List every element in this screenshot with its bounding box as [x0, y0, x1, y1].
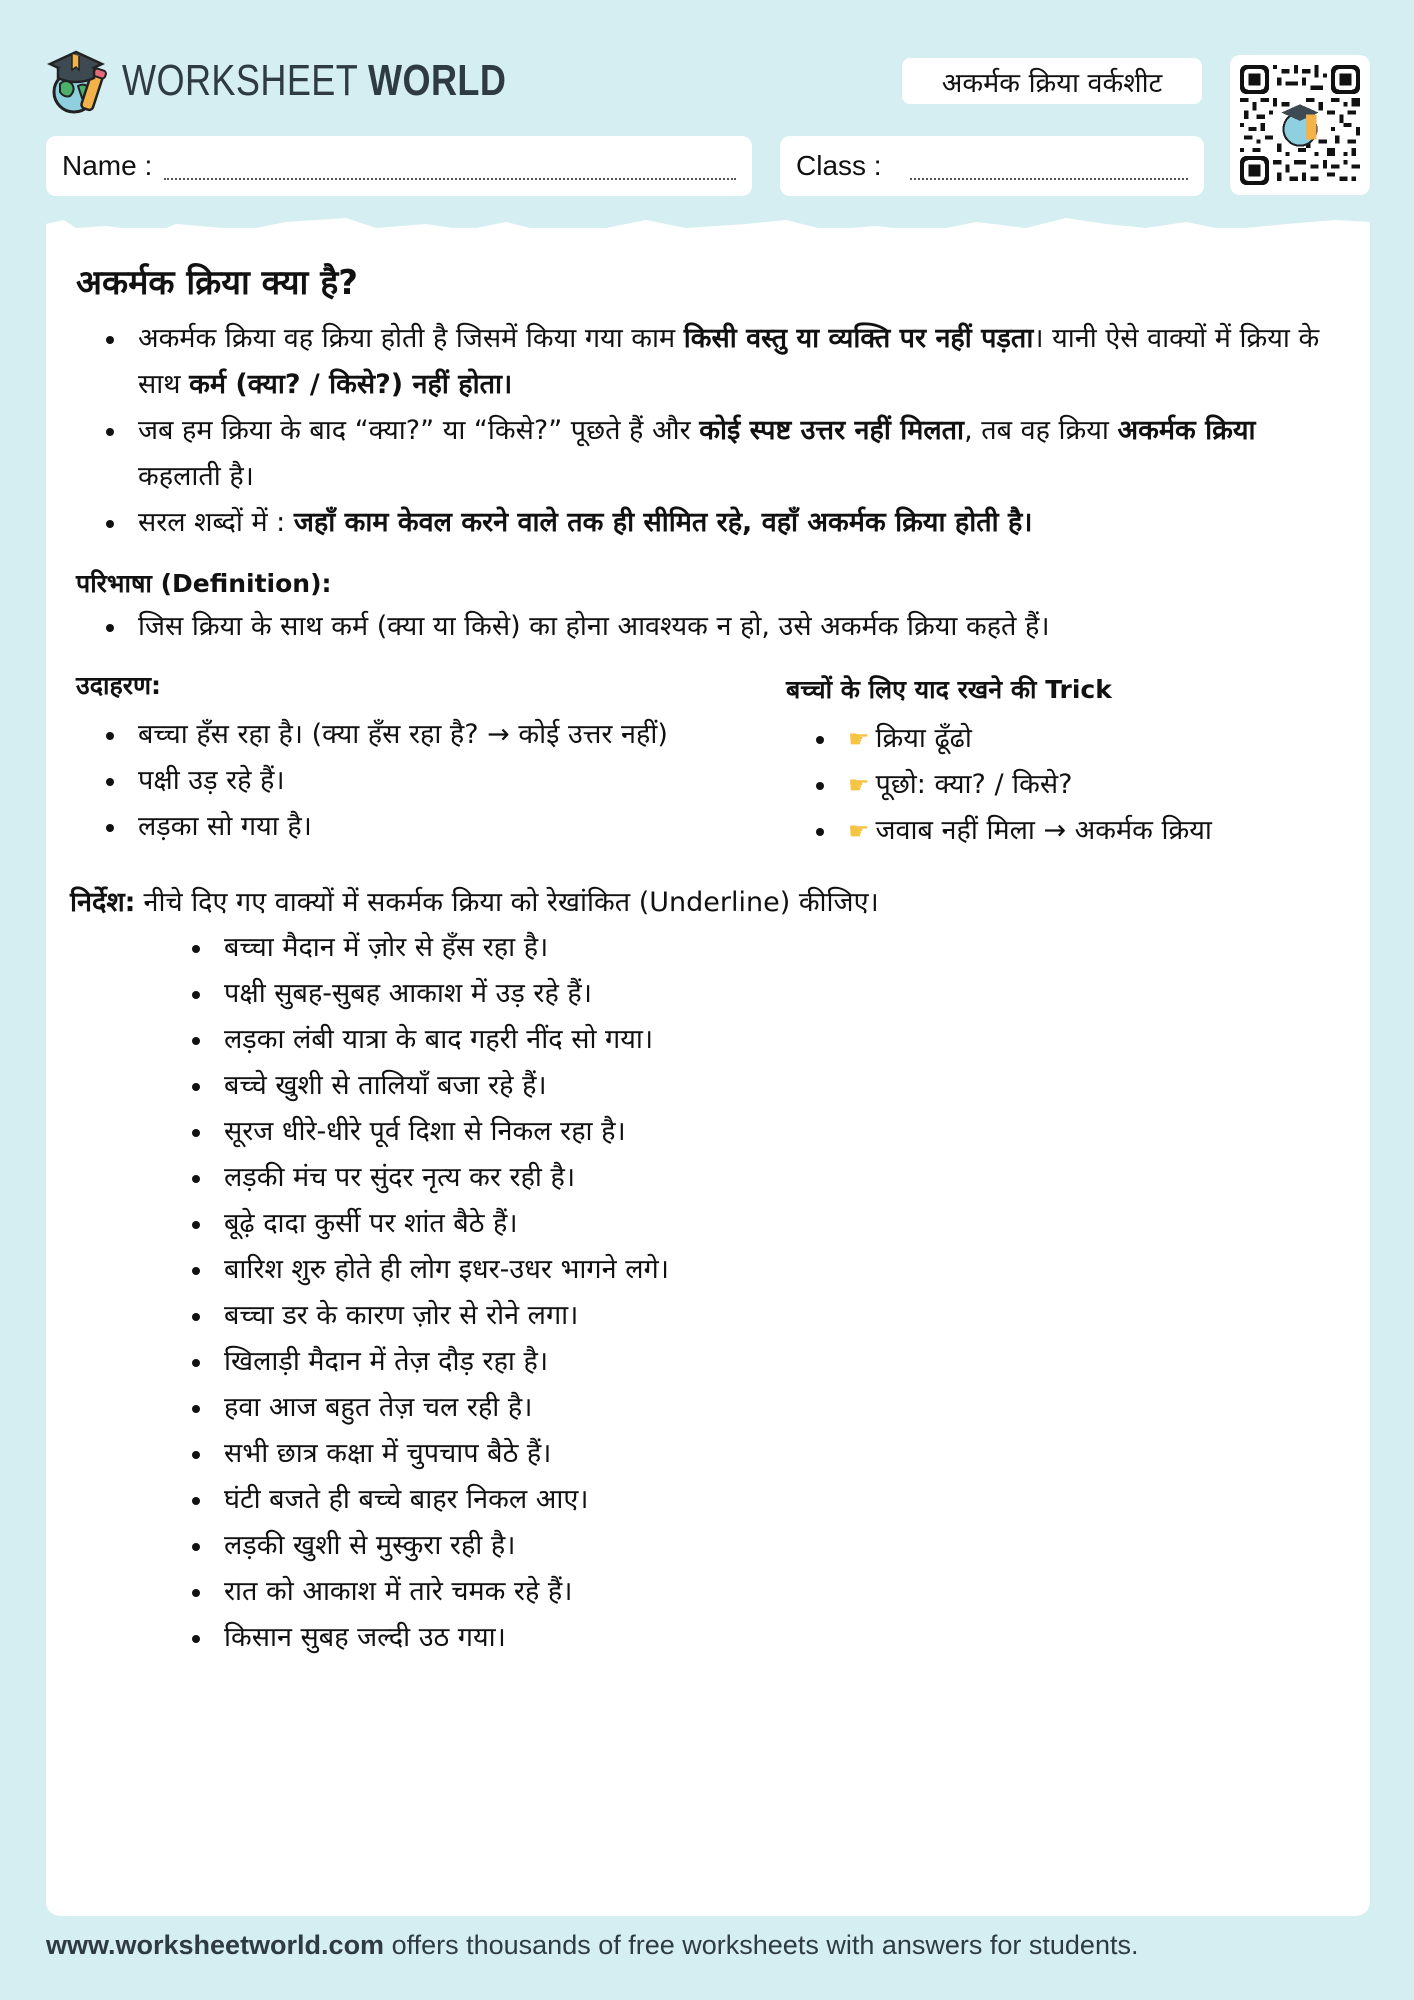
exercise-sentence[interactable]: बारिश शुरु होते ही लोग इधर-उधर भागने लगे। [162, 1247, 1340, 1293]
footer-site-link[interactable]: www.worksheetworld.com [46, 1930, 385, 1960]
class-field[interactable] [780, 136, 1204, 196]
trick-item [786, 808, 1340, 854]
name-input-line[interactable] [164, 178, 736, 180]
examples-list [76, 712, 786, 850]
examples-trick-row [76, 668, 1340, 854]
intro-item [76, 316, 1340, 408]
exercise-sentence[interactable]: लड़की मंच पर सुंदर नृत्य कर रही है। [162, 1155, 1340, 1201]
exercise-sentence[interactable]: घंटी बजते ही बच्चे बाहर निकल आए। [162, 1477, 1340, 1523]
trick-text: जवाब नहीं मिला → अकर्मक क्रिया [875, 815, 1212, 846]
bold-text: किसी वस्तु या व्यक्ति पर नहीं पड़ता [683, 323, 1034, 354]
exercise-sentence[interactable]: बच्चा डर के कारण ज़ोर से रोने लगा। [162, 1293, 1340, 1339]
exercise-sentence[interactable]: बच्चा मैदान में ज़ोर से हँस रहा है। [162, 925, 1340, 971]
trick-text: क्रिया ढूँढो [875, 723, 972, 754]
text: जब हम क्रिया के बाद “क्या?” या “किसे?” पूछते हैं और [138, 415, 700, 446]
exercise-sentence[interactable]: लड़की खुशी से मुस्कुरा रही है। [162, 1523, 1340, 1569]
exercise-sentence[interactable]: रात को आकाश में तारे चमक रहे हैं। [162, 1569, 1340, 1615]
example-item: पक्षी उड़ रहे हैं। [76, 758, 786, 804]
trick-section [786, 668, 1340, 854]
exercise-instruction [70, 882, 1340, 919]
intro-item [76, 408, 1340, 500]
exercise-sentence[interactable]: बूढ़े दादा कुर्सी पर शांत बैठे हैं। [162, 1201, 1340, 1247]
exercise-sentence[interactable]: सभी छात्र कक्षा में चुपचाप बैठे हैं। [162, 1431, 1340, 1477]
exercise-sentence[interactable]: हवा आज बहुत तेज़ चल रही है। [162, 1385, 1340, 1431]
intro-item [76, 500, 1340, 546]
trick-text: पूछो: क्या? / किसे? [875, 769, 1073, 800]
definition-item: जिस क्रिया के साथ कर्म (क्या या किसे) का होना आवश्यक न हो, उसे अकर्मक क्रिया कहते हैं। [76, 604, 1340, 650]
exercise-sentence[interactable]: किसान सुबह जल्दी उठ गया। [162, 1615, 1340, 1661]
name-field[interactable] [46, 136, 752, 196]
intro-list [76, 316, 1340, 546]
brand-name-light: WORKSHEET [122, 56, 358, 105]
brand-name [122, 56, 506, 106]
definition-heading: परिभाषा (Definition): [76, 569, 332, 598]
class-label: Class : [796, 150, 882, 181]
example-item: लड़का सो गया है। [76, 804, 786, 850]
exercise-sentence[interactable]: लड़का लंबी यात्रा के बाद गहरी नींद सो गया। [162, 1017, 1340, 1063]
name-label: Name : [62, 150, 153, 181]
class-input-line[interactable] [910, 178, 1188, 180]
instruction-label: निर्देश: [70, 887, 136, 918]
trick-list [786, 716, 1340, 854]
bold-text: अकर्मक क्रिया [1117, 415, 1256, 446]
footer-text: offers thousands of free worksheets with answers for students. [384, 1930, 1139, 1960]
definition-list [76, 604, 1340, 650]
exercise-sentence[interactable]: सूरज धीरे-धीरे पूर्व दिशा से निकल रहा है। [162, 1109, 1340, 1155]
worksheet-title: अकर्मक क्रिया वर्कशीट [902, 58, 1202, 104]
trick-item [786, 716, 1340, 762]
footer [46, 1930, 1138, 1961]
trick-item [786, 762, 1340, 808]
example-item: बच्चा हँस रहा है। (क्या हँस रहा है? → कोई उत्तर नहीं) [76, 712, 786, 758]
trick-heading: बच्चों के लिए याद रखने की Trick [786, 675, 1112, 704]
content-card [46, 228, 1370, 1916]
exercise-sentence[interactable]: खिलाड़ी मैदान में तेज़ दौड़ रहा है। [162, 1339, 1340, 1385]
text: । यानी ऐसे वाक्यों में क्रिया के साथ [138, 323, 1320, 400]
examples-section [76, 668, 786, 854]
pointing-hand-icon: ☛ [848, 725, 870, 753]
brand-logo [46, 46, 591, 116]
qr-code [1230, 55, 1370, 195]
brand-name-bold: WORLD [368, 56, 507, 105]
examples-heading: उदाहरण: [76, 671, 162, 700]
exercise-sentence[interactable]: पक्षी सुबह-सुबह आकाश में उड़ रहे हैं। [162, 971, 1340, 1017]
intro-title: अकर्मक क्रिया क्या है? [76, 263, 358, 303]
text: , तब वह क्रिया [964, 415, 1118, 446]
bold-text: जहाँ काम केवल करने वाले तक ही सीमित रहे, वहाँ अकर्मक क्रिया होती है। [293, 507, 1033, 538]
text: सरल शब्दों में : [138, 507, 294, 538]
text: कहलाती है। [138, 461, 254, 492]
qr-code-icon [1240, 65, 1360, 185]
exercise-sentence[interactable]: बच्चे खुशी से तालियाँ बजा रहे हैं। [162, 1063, 1340, 1109]
bold-text: कोई स्पष्ट उत्तर नहीं मिलता [699, 415, 965, 446]
globe-cap-pencil-logo-icon [46, 46, 112, 116]
exercise-list [162, 925, 1340, 1661]
bold-text: कर्म (क्या? / किसे?) नहीं होता। [189, 369, 513, 400]
instruction-text: नीचे दिए गए वाक्यों में सकर्मक क्रिया को रेखांकित (Underline) कीजिए। [143, 887, 879, 918]
text: अकर्मक क्रिया वह क्रिया होती है जिसमें किया गया काम [138, 323, 684, 354]
pointing-hand-icon: ☛ [848, 771, 870, 799]
pointing-hand-icon: ☛ [848, 817, 870, 845]
